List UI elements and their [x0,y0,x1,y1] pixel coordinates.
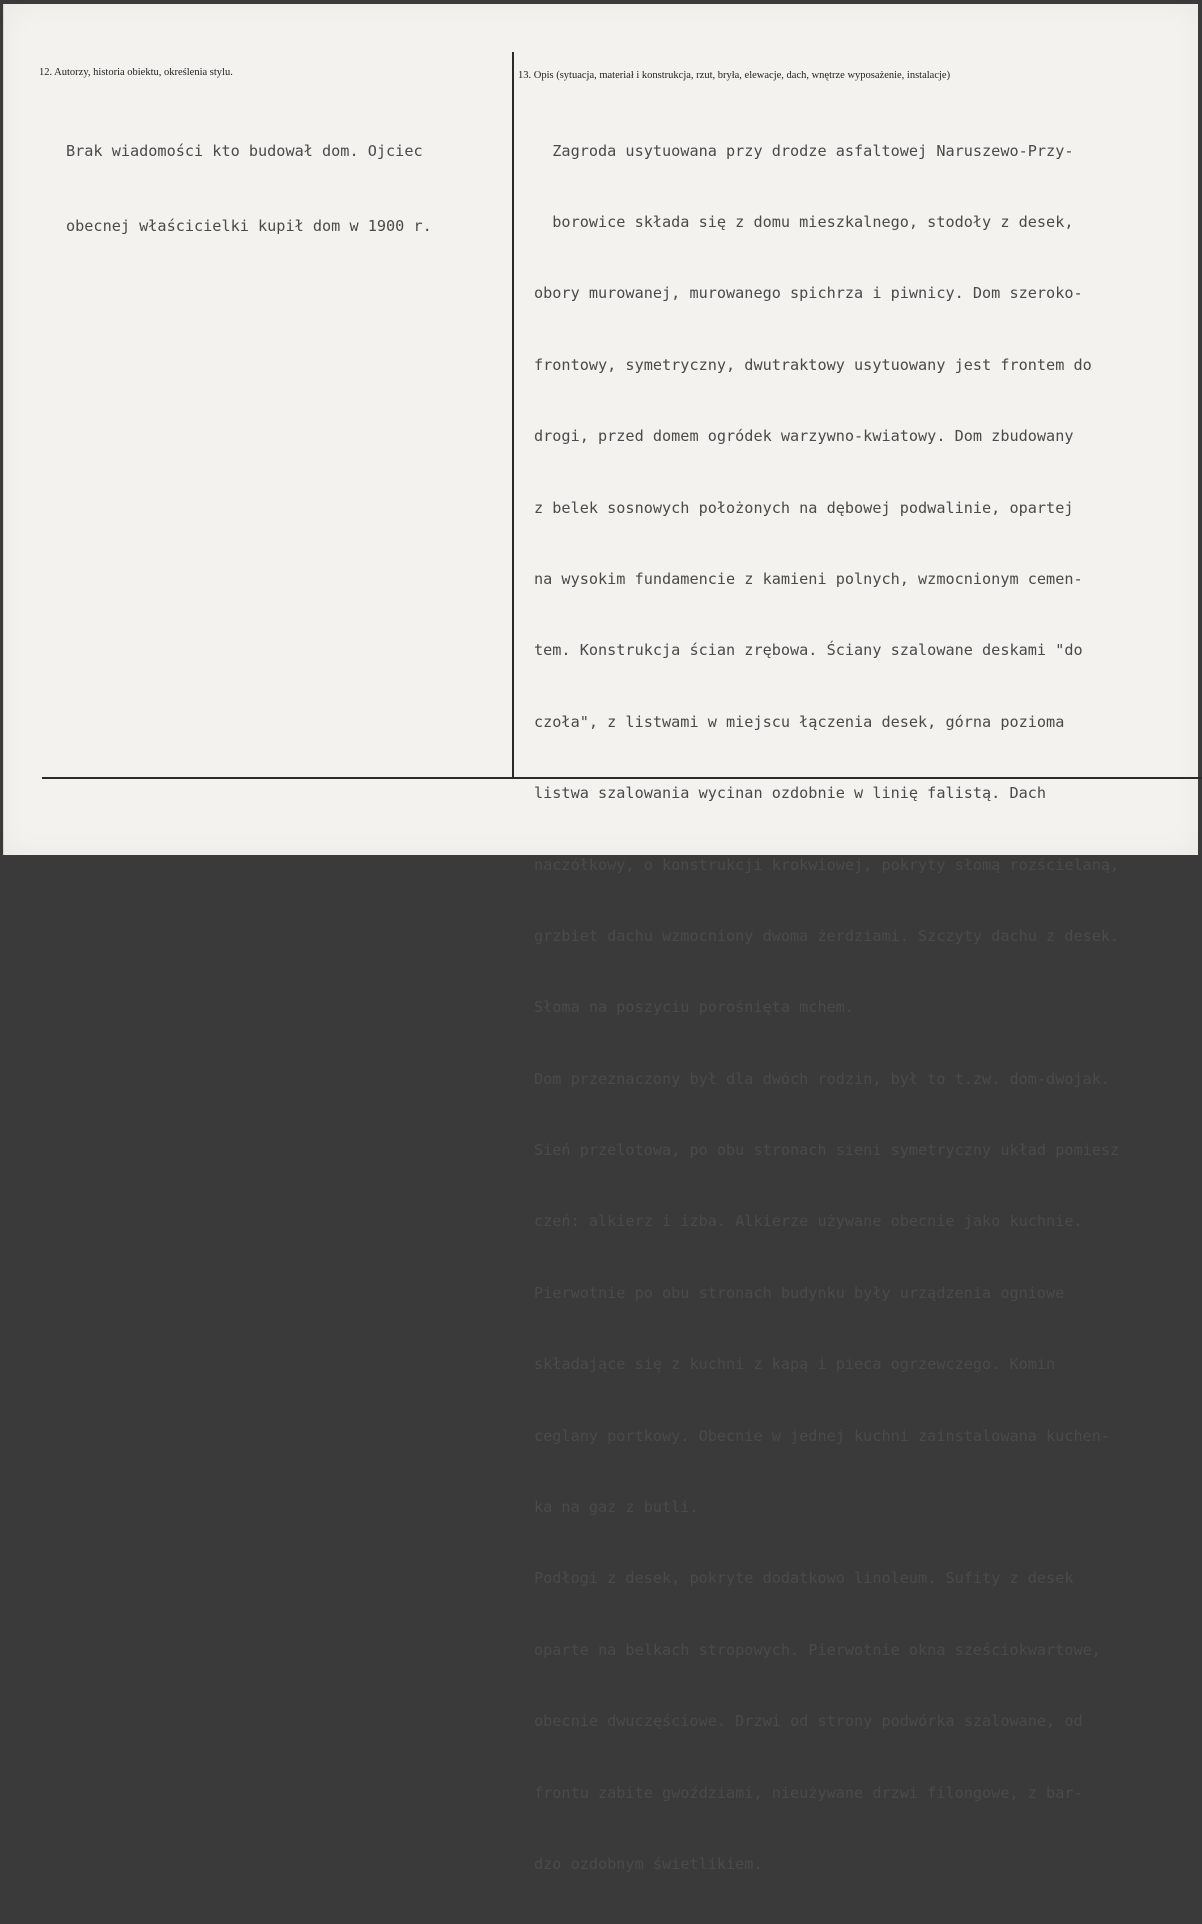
text-line: Brak wiadomości kto budował dom. Ojciec [66,142,423,160]
text-line: obecnej właścicielki kupił dom w 1900 r. [66,217,432,235]
text-line: Pierwotnie po obu stronach budynku były urządzenia ogniowe [534,1283,1065,1302]
vertical-divider [512,52,514,778]
text-line: składające się z kuchni z kapą i pieca ogrzewczego. Komin [534,1355,1056,1374]
text-line: frontowy, symetryczny, dwutraktowy usytuowany jest frontem do [534,355,1092,374]
archive-card [3,4,1198,1873]
text-line: Zagroda usytuowana przy drodze asfaltowej Naruszewo-Przy- [534,141,1074,160]
text-line: z belek sosnowych położonych na dębowej podwalinie, opartej [534,498,1074,517]
section-13-heading: 13. Opis (sytuacja, materiał i konstrukcja, rzut, bryła, elewacje, dach, wnętrze wyposażenie, instalacje) [518,70,951,81]
text-line: grzbiet dachu wzmocniony dwoma żerdziami. Szczyty dachu z desek. [534,926,1120,945]
text-line: obecnie dwuczęściowe. Drzwi od strony podwórka szalowane, od [534,1712,1083,1731]
text-line: czoła", z listwami w miejscu łączenia desek, górna pozioma [534,712,1065,731]
text-line: na wysokim fundamencie z kamieni polnych, wzmocnionym cemen- [534,569,1083,588]
text-line: listwa szalowania wycinan ozdobnie w linię falistą. Dach [534,784,1047,803]
section-13-text [534,92,1119,1924]
section-12-heading: 12. Autorzy, historia obiektu, określenia stylu. [39,67,233,78]
text-line: Podłogi z desek, pokryte dodatkowo linoleum. Sufity z desek [534,1569,1074,1588]
text-line: tem. Konstrukcja ścian zrębowa. Ściany szalowane deskami "do [534,641,1083,660]
text-line: oparte na belkach stropowych. Pierwotnie okna sześciokwartowe, [534,1640,1101,1659]
text-line: ceglany portkowy. Obecnie w jednej kuchni zainstalowana kuchen- [534,1426,1111,1445]
text-line: frontu zabite gwoździami, nieużywane drzwi filongowe, z bar- [534,1783,1083,1802]
text-line: czeń: alkierz i izba. Alkierze używane obecnie jako kuchnie. [534,1212,1083,1231]
text-line: Dom przeznaczony był dla dwóch rodzin, był to t.zw. dom-dwojak. [534,1069,1111,1088]
text-line: dzo ozdobnym świetlikiem. [534,1854,763,1873]
text-line: ka na gaz z butli. [534,1498,699,1517]
text-line: borowice składa się z domu mieszkalnego, stodoły z desek, [534,212,1074,231]
section-12-text [66,89,432,289]
text-line: obory murowanej, murowanego spichrza i piwnicy. Dom szeroko- [534,284,1083,303]
text-line: Sień przelotowa, po obu stronach sieni symetryczny układ pomiesz [534,1141,1120,1160]
text-line: naczółkowy, o konstrukcji krokwiowej, pokryty słomą rozścielaną, [534,855,1120,874]
text-line: drogi, przed domem ogródek warzywno-kwiatowy. Dom zbudowany [534,427,1074,446]
text-line: Słoma na poszyciu porośnięta mchem. [534,998,855,1017]
